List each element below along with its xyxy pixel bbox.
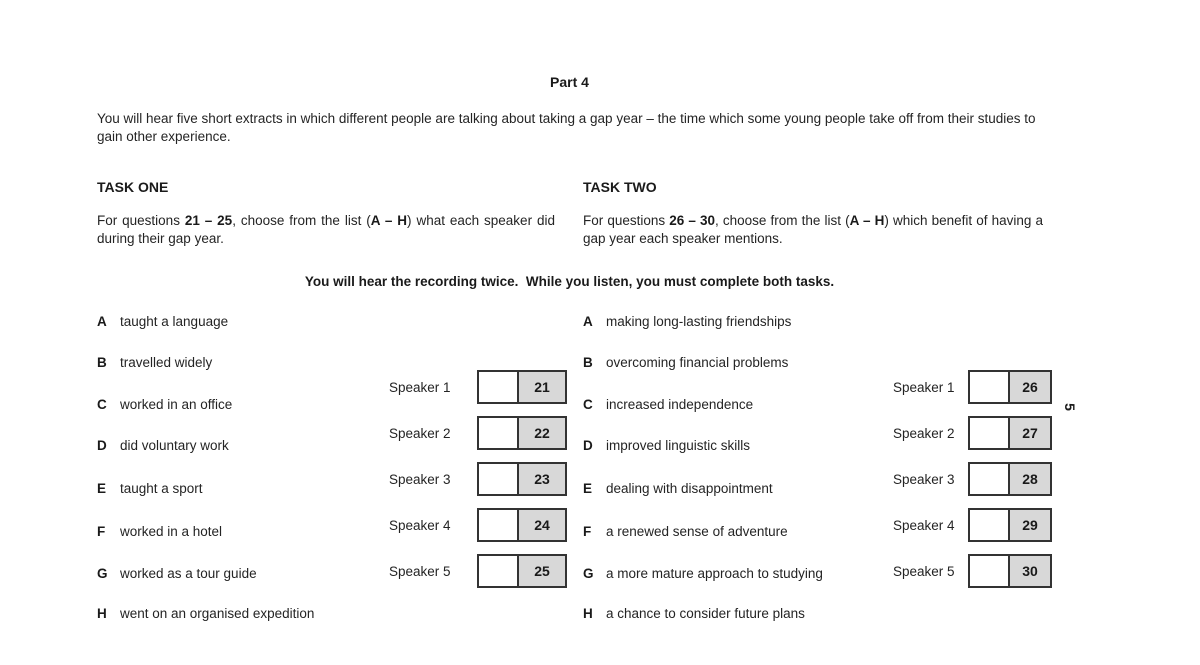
speaker-label: Speaker 4 <box>389 517 451 533</box>
option-text: worked in a hotel <box>120 524 223 539</box>
option-item <box>97 314 228 329</box>
answer-box[interactable] <box>479 556 519 586</box>
option-item <box>97 438 229 453</box>
option-text: dealing with disappointment <box>606 481 773 496</box>
speaker-label: Speaker 1 <box>893 379 955 395</box>
option-letter: H <box>583 606 593 621</box>
question-number-cell: 29 <box>1010 510 1050 540</box>
option-text: did voluntary work <box>120 438 229 453</box>
speaker-answer-row <box>893 508 1052 542</box>
option-letter: A <box>97 314 107 329</box>
option-text: increased independence <box>606 397 754 412</box>
option-text: a more mature approach to studying <box>606 566 823 581</box>
question-number-cell: 22 <box>519 418 565 448</box>
speaker-label: Speaker 2 <box>389 425 451 441</box>
task-two-heading: TASK TWO <box>583 179 657 195</box>
option-letter: F <box>583 524 592 539</box>
task-two-instr-part: , choose from the list ( <box>715 213 850 228</box>
option-text: making long-lasting friendships <box>606 314 792 329</box>
recording-note: You will hear the recording twice. While you listen, you must complete both tasks. <box>304 274 835 289</box>
speaker-label: Speaker 2 <box>893 425 955 441</box>
answer-box-group <box>968 462 1052 496</box>
speaker-label: Speaker 5 <box>893 563 955 579</box>
option-item <box>583 397 753 412</box>
speaker-answer-row <box>893 416 1052 450</box>
speaker-label: Speaker 3 <box>893 471 955 487</box>
answer-box-group <box>968 370 1052 404</box>
option-item <box>583 566 823 581</box>
task-one-instr-part: , choose from the list ( <box>232 213 371 228</box>
option-text: taught a language <box>120 314 229 329</box>
speaker-answer-row <box>389 416 567 450</box>
option-text: worked as a tour guide <box>120 566 257 581</box>
option-item <box>583 314 791 329</box>
question-number-cell: 30 <box>1010 556 1050 586</box>
option-letter: E <box>97 481 107 496</box>
option-letter: F <box>97 524 106 539</box>
task-two-instructions <box>583 212 1043 248</box>
option-item <box>583 481 773 496</box>
part-title: Part 4 <box>550 74 589 90</box>
option-item <box>583 438 750 453</box>
option-letter: H <box>97 606 107 621</box>
option-letter: B <box>97 355 107 370</box>
answer-box-group <box>968 508 1052 542</box>
option-letter: C <box>97 397 107 412</box>
answer-box[interactable] <box>970 418 1010 448</box>
task-one-heading: TASK ONE <box>97 179 169 195</box>
answer-box[interactable] <box>479 372 519 402</box>
question-number-cell: 21 <box>519 372 565 402</box>
answer-box-group <box>477 508 567 542</box>
question-number-cell: 24 <box>519 510 565 540</box>
task-two-instr-part: For questions <box>583 213 670 228</box>
option-item <box>583 524 788 539</box>
answer-box[interactable] <box>970 464 1010 494</box>
option-text: overcoming financial problems <box>606 355 789 370</box>
question-number-cell: 28 <box>1010 464 1050 494</box>
task-one-instr-part: For questions <box>97 213 185 228</box>
speaker-answer-row <box>389 508 567 542</box>
answer-box-group <box>477 416 567 450</box>
answer-box[interactable] <box>479 510 519 540</box>
speaker-answer-row <box>389 462 567 496</box>
option-item <box>97 355 212 370</box>
speaker-answer-row <box>389 370 567 404</box>
speaker-answer-row <box>389 554 567 588</box>
speaker-label: Speaker 1 <box>389 379 451 395</box>
option-item <box>97 397 232 412</box>
question-number-cell: 25 <box>519 556 565 586</box>
task-two-instr-part: ) which benefit of having a gap year each speaker mentions. <box>583 213 1043 246</box>
answer-box-group <box>477 370 567 404</box>
option-letter: D <box>583 438 593 453</box>
answer-box-group <box>477 462 567 496</box>
task-one-instructions <box>97 212 555 248</box>
option-item <box>583 606 805 621</box>
speaker-answer-row <box>893 462 1052 496</box>
task-one-instr-range: 21 – 25 <box>184 213 233 228</box>
option-item <box>97 524 222 539</box>
answer-box[interactable] <box>970 510 1010 540</box>
intro-text: You will hear five short extracts in which different people are talking about taking a gap year – the time which some young people take off from their studies to gain other experience. <box>97 111 1036 144</box>
option-text: taught a sport <box>120 481 203 496</box>
task-two-instr-range: 26 – 30 <box>669 213 716 228</box>
option-text: a chance to consider future plans <box>606 606 805 621</box>
option-item <box>583 355 788 370</box>
option-letter: E <box>583 481 593 496</box>
page-number: 5 <box>1061 403 1078 411</box>
speaker-label: Speaker 4 <box>893 517 955 533</box>
answer-box[interactable] <box>970 556 1010 586</box>
task-two-instr-letters: A – H <box>849 213 885 228</box>
option-item <box>97 606 314 621</box>
option-text: travelled widely <box>120 355 213 370</box>
option-text: went on an organised expedition <box>120 606 315 621</box>
option-letter: C <box>583 397 593 412</box>
speaker-answer-row <box>893 370 1052 404</box>
option-text: improved linguistic skills <box>606 438 751 453</box>
speaker-label: Speaker 5 <box>389 563 451 579</box>
question-number-cell: 26 <box>1010 372 1050 402</box>
question-number-cell: 23 <box>519 464 565 494</box>
option-letter: G <box>583 566 594 581</box>
task-one-instr-part: ) what each speaker did during their gap year. <box>97 213 555 246</box>
option-item <box>97 481 203 496</box>
answer-box-group <box>968 554 1052 588</box>
option-letter: G <box>97 566 108 581</box>
question-number-cell: 27 <box>1010 418 1050 448</box>
answer-box-group <box>477 554 567 588</box>
answer-box[interactable] <box>970 372 1010 402</box>
speaker-answer-row <box>893 554 1052 588</box>
task-one-instr-letters: A – H <box>370 213 408 228</box>
answer-box-group <box>968 416 1052 450</box>
option-letter: D <box>97 438 107 453</box>
answer-box[interactable] <box>479 464 519 494</box>
option-letter: A <box>583 314 593 329</box>
option-text: worked in an office <box>120 397 233 412</box>
option-item <box>97 566 257 581</box>
option-text: a renewed sense of adventure <box>606 524 788 539</box>
answer-box[interactable] <box>479 418 519 448</box>
option-letter: B <box>583 355 593 370</box>
speaker-label: Speaker 3 <box>389 471 451 487</box>
